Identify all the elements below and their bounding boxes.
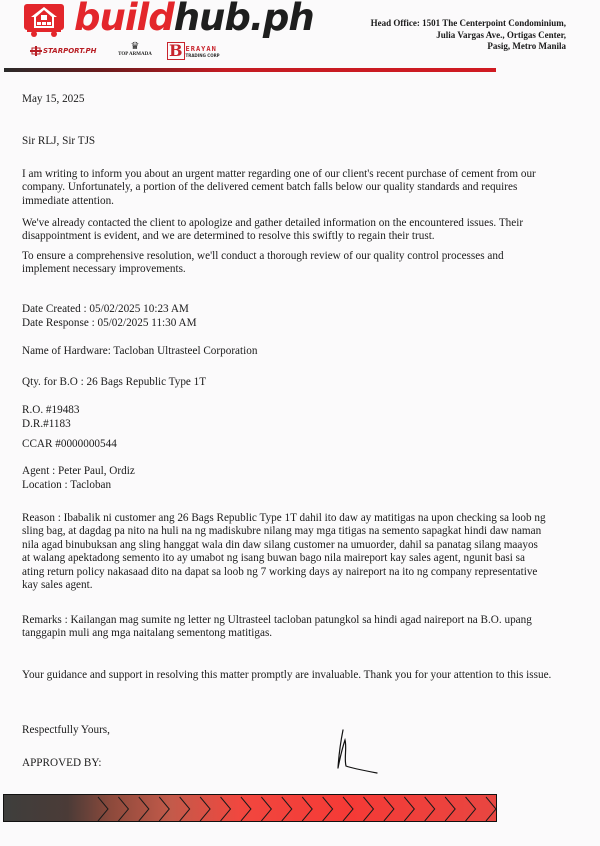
chevron-icon: [384, 797, 394, 821]
office-line: Pasig, Metro Manila: [487, 41, 566, 51]
date-created: Date Created : 05/02/2025 10:23 AM: [22, 303, 189, 315]
office-line: Head Office: 1501 The Centerpoint Condominium,: [370, 18, 566, 28]
head-office-address: [371, 18, 566, 53]
dr-number: D.R.#1183: [22, 418, 71, 430]
chevron-icon: [118, 797, 128, 821]
ro-number: R.O. #19483: [22, 404, 80, 416]
hardware-name: Name of Hardware: Tacloban Ultrasteel Corporation: [22, 345, 258, 357]
chevron-icon: [180, 797, 190, 821]
berayan-name: ERAYAN: [185, 44, 217, 53]
chevron-icon: [445, 797, 455, 821]
remarks: Remarks : Kailangan mag sumite ng letter ng Ultrasteel tacloban patungkol sa hindi agad naireport na B.O. upang tanggapin muli ang mga naitalang sementong matitigas.: [22, 614, 532, 640]
brand-part-build: build: [74, 0, 174, 39]
chevron-icon: [98, 797, 108, 821]
location: Location : Tacloban: [22, 479, 112, 491]
salutation: Sir RLJ, Sir TJS: [22, 135, 96, 147]
chevron-arrows: [4, 795, 497, 822]
chevron-icon: [486, 797, 496, 821]
brand-part-hub: hub.ph: [173, 0, 314, 39]
reason: Reason : Ibabalik ni customer ang 26 Bags Republic Type 1T dahil ito daw ay matitigas na upon checking sa loob ng sling bag, at dagdag pa nito na huli na ng madiskubre nilang may mga titigas na semento sapagkat hindi daw naman nila agad binubuksan ang sling hanggat wala din daw silang customer na umuorder, dahil sa panatag silang maayos at walang apektadong semento ito ay umabot ng isang buwan bago nila maireport kay sales agent, ngunit basi sa ating return policy nakasaad dito na dapat sa loob ng 7 working days ay naireport na ito ng company representative kay sales agent.: [22, 512, 546, 592]
partner-logos: [30, 42, 220, 62]
paragraph-intro: I am writing to inform you about an urgent matter regarding one of our client's recent purchase of cement from our company. Unfortunately, a portion of the delivered cement batch falls below our quality standards and requires immediate attention.: [22, 168, 536, 207]
approved-by-label: APPROVED BY:: [22, 757, 102, 769]
chevron-icon: [302, 797, 312, 821]
date-response: Date Response : 05/02/2025 11:30 AM: [22, 317, 197, 329]
signature: [335, 728, 385, 778]
house-cart-icon: [22, 2, 68, 38]
chevron-icon: [343, 797, 353, 821]
chevron-icon: [282, 797, 292, 821]
chevron-icon: [323, 797, 333, 821]
closing-paragraph: Your guidance and support in resolving this matter promptly are invaluable. Thank you for your attention to this issue.: [22, 669, 552, 681]
chevron-icon: [466, 797, 476, 821]
agent: Agent : Peter Paul, Ordiz: [22, 465, 135, 477]
header-divider: [4, 68, 496, 72]
chevron-icon: [221, 797, 231, 821]
chevron-icon: [404, 797, 414, 821]
bo-quantity: Qty. for B.O : 26 Bags Republic Type 1T: [22, 376, 207, 388]
chevron-icon: [261, 797, 271, 821]
paragraph-resolution: To ensure a comprehensive resolution, we'll conduct a thorough review of our quality control processes and implement necessary improvements.: [22, 250, 504, 276]
brand-wordmark: [74, 0, 314, 40]
star-port-icon: [30, 46, 42, 56]
top-armada-logo: [112, 42, 158, 58]
starport-logo: [30, 46, 96, 56]
berayan-mark: B: [169, 41, 183, 60]
paragraph-contact: We've already contacted the client to apologize and gather detailed information on the encountered issues. Their disappointment is evident, and we are determined to resolve this swiftly to regain their trust.: [22, 217, 524, 243]
berayan-logo: [167, 42, 220, 60]
starport-name: STARPORT.PH: [43, 47, 97, 55]
crown-icon: ♛: [130, 41, 140, 52]
letter-date: May 15, 2025: [22, 93, 85, 105]
chevron-icon: [241, 797, 251, 821]
chevron-icon: [200, 797, 210, 821]
office-line: Julia Vargas Ave., Ortigas Center,: [436, 29, 566, 40]
chevron-icon: [139, 797, 149, 821]
top-armada-name: TOP ARMADA: [118, 52, 152, 57]
closing: Respectfully Yours,: [22, 724, 110, 736]
buildhub-logo: [22, 2, 68, 38]
ccar-number: CCAR #0000000544: [22, 438, 117, 450]
chevron-icon: [425, 797, 435, 821]
berayan-subtitle: TRADING CORP: [185, 52, 220, 58]
chevron-icon: [363, 797, 373, 821]
footer-chevron-band: [3, 794, 497, 822]
chevron-icon: [159, 797, 169, 821]
